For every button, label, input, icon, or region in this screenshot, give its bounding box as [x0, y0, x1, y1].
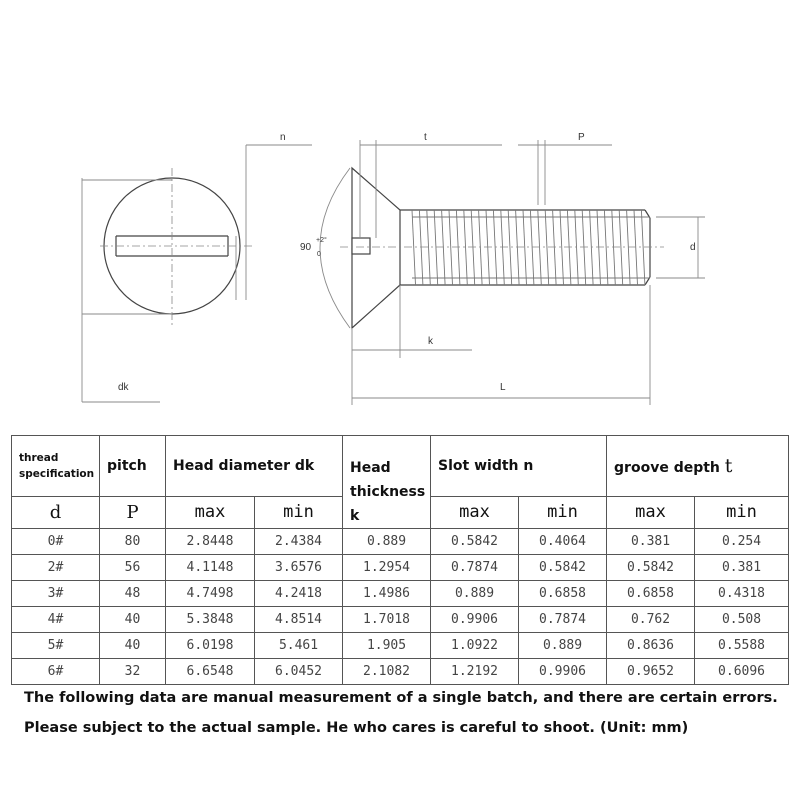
- cell-n-max: 0.9906: [431, 607, 519, 633]
- angle-label: 90: [300, 242, 312, 253]
- cell-k: 1.7018: [343, 607, 431, 633]
- cell-dk-max: 4.1148: [166, 555, 255, 581]
- thread-crest-line: [523, 210, 527, 285]
- table-row: [12, 555, 789, 581]
- thread-crest-line: [493, 210, 497, 285]
- cell-dk-min: 6.0452: [255, 659, 343, 685]
- dk-label: dk: [118, 382, 129, 393]
- cell-spec: 3#: [12, 581, 100, 607]
- subheader-n-max: max: [431, 496, 519, 528]
- thread-crest-line: [560, 210, 564, 285]
- header-slot-width: Slot width n: [431, 436, 607, 497]
- cell-t-max: 0.8636: [607, 633, 695, 659]
- p-dimension: [518, 132, 612, 205]
- cell-t-min: 0.508: [695, 607, 789, 633]
- cell-n-min: 0.9906: [519, 659, 607, 685]
- dk-dimension: [82, 178, 172, 402]
- cell-t-max: 0.381: [607, 529, 695, 555]
- cell-k: 1.4986: [343, 581, 431, 607]
- head-top-view: [100, 168, 255, 325]
- thread-crest-line: [582, 210, 586, 285]
- thread-crest-line: [545, 210, 549, 285]
- thread-crest-line: [449, 210, 453, 285]
- t-label: t: [424, 132, 427, 143]
- cell-spec: 5#: [12, 633, 100, 659]
- thread-crest-line: [567, 210, 571, 285]
- thread-crest-line: [634, 210, 638, 285]
- cell-spec: 0#: [12, 529, 100, 555]
- thread-crest-line: [641, 210, 645, 285]
- thread-crest-line: [419, 210, 423, 285]
- cell-n-max: 1.2192: [431, 659, 519, 685]
- table-row: [12, 529, 789, 555]
- n-label: n: [280, 132, 286, 143]
- thread-crest-line: [486, 210, 490, 285]
- thread-crest-line: [471, 210, 475, 285]
- header-thread-line2: specification: [19, 467, 95, 480]
- angle-tol-zero: 0: [317, 251, 321, 258]
- L-label: L: [500, 382, 506, 393]
- cell-dk-min: 4.8514: [255, 607, 343, 633]
- cell-t-min: 0.5588: [695, 633, 789, 659]
- thread-crest-line: [619, 210, 623, 285]
- header-groove-depth: [607, 436, 789, 497]
- screw-side-view: [340, 168, 664, 328]
- header-thread-line1: thread: [19, 451, 59, 464]
- cell-n-min: 0.7874: [519, 607, 607, 633]
- header-groove-label: groove depth: [614, 459, 720, 476]
- spec-table: [11, 435, 789, 685]
- cell-t-max: 0.9652: [607, 659, 695, 685]
- cell-n-min: 0.6858: [519, 581, 607, 607]
- thread-crest-line: [456, 210, 460, 285]
- cell-k: 1.905: [343, 633, 431, 659]
- footnote-line-2: Please subject to the actual sample. He who cares is careful to shoot. (Unit: mm): [24, 720, 689, 736]
- cell-spec: 6#: [12, 659, 100, 685]
- cell-dk-min: 4.2418: [255, 581, 343, 607]
- cell-n-max: 0.7874: [431, 555, 519, 581]
- cell-dk-max: 4.7498: [166, 581, 255, 607]
- thread-crest-line: [604, 210, 608, 285]
- cell-pitch: 80: [100, 529, 166, 555]
- cell-n-max: 0.889: [431, 581, 519, 607]
- thread-crest-line: [442, 210, 446, 285]
- footnote: [24, 683, 794, 743]
- angle-tol-plus: +2°: [316, 237, 327, 244]
- cell-n-min: 0.5842: [519, 555, 607, 581]
- cell-n-max: 1.0922: [431, 633, 519, 659]
- cell-t-max: 0.6858: [607, 581, 695, 607]
- thread-crest-line: [508, 210, 512, 285]
- cell-dk-max: 6.6548: [166, 659, 255, 685]
- thread-crest-line: [427, 210, 431, 285]
- cell-pitch: 40: [100, 633, 166, 659]
- cell-dk-min: 5.461: [255, 633, 343, 659]
- subheader-dk-max: max: [166, 496, 255, 528]
- L-dimension: [352, 285, 650, 405]
- cell-spec: 2#: [12, 555, 100, 581]
- thread-crest-line: [412, 210, 416, 285]
- cell-spec: 4#: [12, 607, 100, 633]
- cell-t-min: 0.381: [695, 555, 789, 581]
- cell-k: 1.2954: [343, 555, 431, 581]
- cell-n-max: 0.5842: [431, 529, 519, 555]
- header-head-diameter: Head diameter dk: [166, 436, 343, 497]
- cell-k: 0.889: [343, 529, 431, 555]
- table-row: [12, 581, 789, 607]
- subheader-t-min: min: [695, 496, 789, 528]
- cell-k: 2.1082: [343, 659, 431, 685]
- table-row: [12, 659, 789, 685]
- cell-t-max: 0.762: [607, 607, 695, 633]
- header-head-thickness: Head thickness k: [343, 436, 431, 529]
- header-thread-spec: [12, 436, 100, 497]
- cell-t-min: 0.6096: [695, 659, 789, 685]
- thread-crest-line: [434, 210, 438, 285]
- d-dimension: [656, 217, 705, 278]
- thread-crest-line: [553, 210, 557, 285]
- thread-crest-line: [516, 210, 520, 285]
- subheader-dk-min: min: [255, 496, 343, 528]
- subheader-p: P: [100, 496, 166, 528]
- cell-pitch: 56: [100, 555, 166, 581]
- angle-annotation: [300, 168, 350, 328]
- t-dimension: [360, 132, 502, 238]
- cell-pitch: 32: [100, 659, 166, 685]
- thread-crest-line: [627, 210, 631, 285]
- header-pitch: pitch: [100, 436, 166, 497]
- subheader-d: d: [12, 496, 100, 528]
- subheader-t-max: max: [607, 496, 695, 528]
- d-label: d: [690, 242, 696, 253]
- thread-crest-line: [597, 210, 601, 285]
- cell-n-min: 0.889: [519, 633, 607, 659]
- table-body: [12, 529, 789, 685]
- k-label: k: [428, 336, 433, 347]
- thread-crest-line: [612, 210, 616, 285]
- cell-dk-min: 3.6576: [255, 555, 343, 581]
- header-row: [12, 436, 789, 497]
- thread-crest-line: [464, 210, 468, 285]
- cell-t-min: 0.254: [695, 529, 789, 555]
- subheader-n-min: min: [519, 496, 607, 528]
- thread-crest-line: [538, 210, 542, 285]
- thread-crest-line: [501, 210, 505, 285]
- cell-dk-max: 6.0198: [166, 633, 255, 659]
- cell-n-min: 0.4064: [519, 529, 607, 555]
- table-row: [12, 633, 789, 659]
- thread-crest-line: [479, 210, 483, 285]
- cell-t-max: 0.5842: [607, 555, 695, 581]
- cell-dk-min: 2.4384: [255, 529, 343, 555]
- cell-pitch: 48: [100, 581, 166, 607]
- thread-crest-line: [590, 210, 594, 285]
- cell-pitch: 40: [100, 607, 166, 633]
- cell-t-min: 0.4318: [695, 581, 789, 607]
- n-dimension: [236, 132, 312, 300]
- thread-crest-line: [575, 210, 579, 285]
- cell-dk-max: 2.8448: [166, 529, 255, 555]
- thread-crest-line: [530, 210, 534, 285]
- k-dimension: [352, 285, 472, 358]
- p-label: P: [578, 132, 585, 143]
- footnote-line-1: The following data are manual measurement of a single batch, and there are certain errors.: [24, 690, 778, 706]
- table-row: [12, 607, 789, 633]
- cell-dk-max: 5.3848: [166, 607, 255, 633]
- header-groove-symbol: t: [724, 454, 733, 477]
